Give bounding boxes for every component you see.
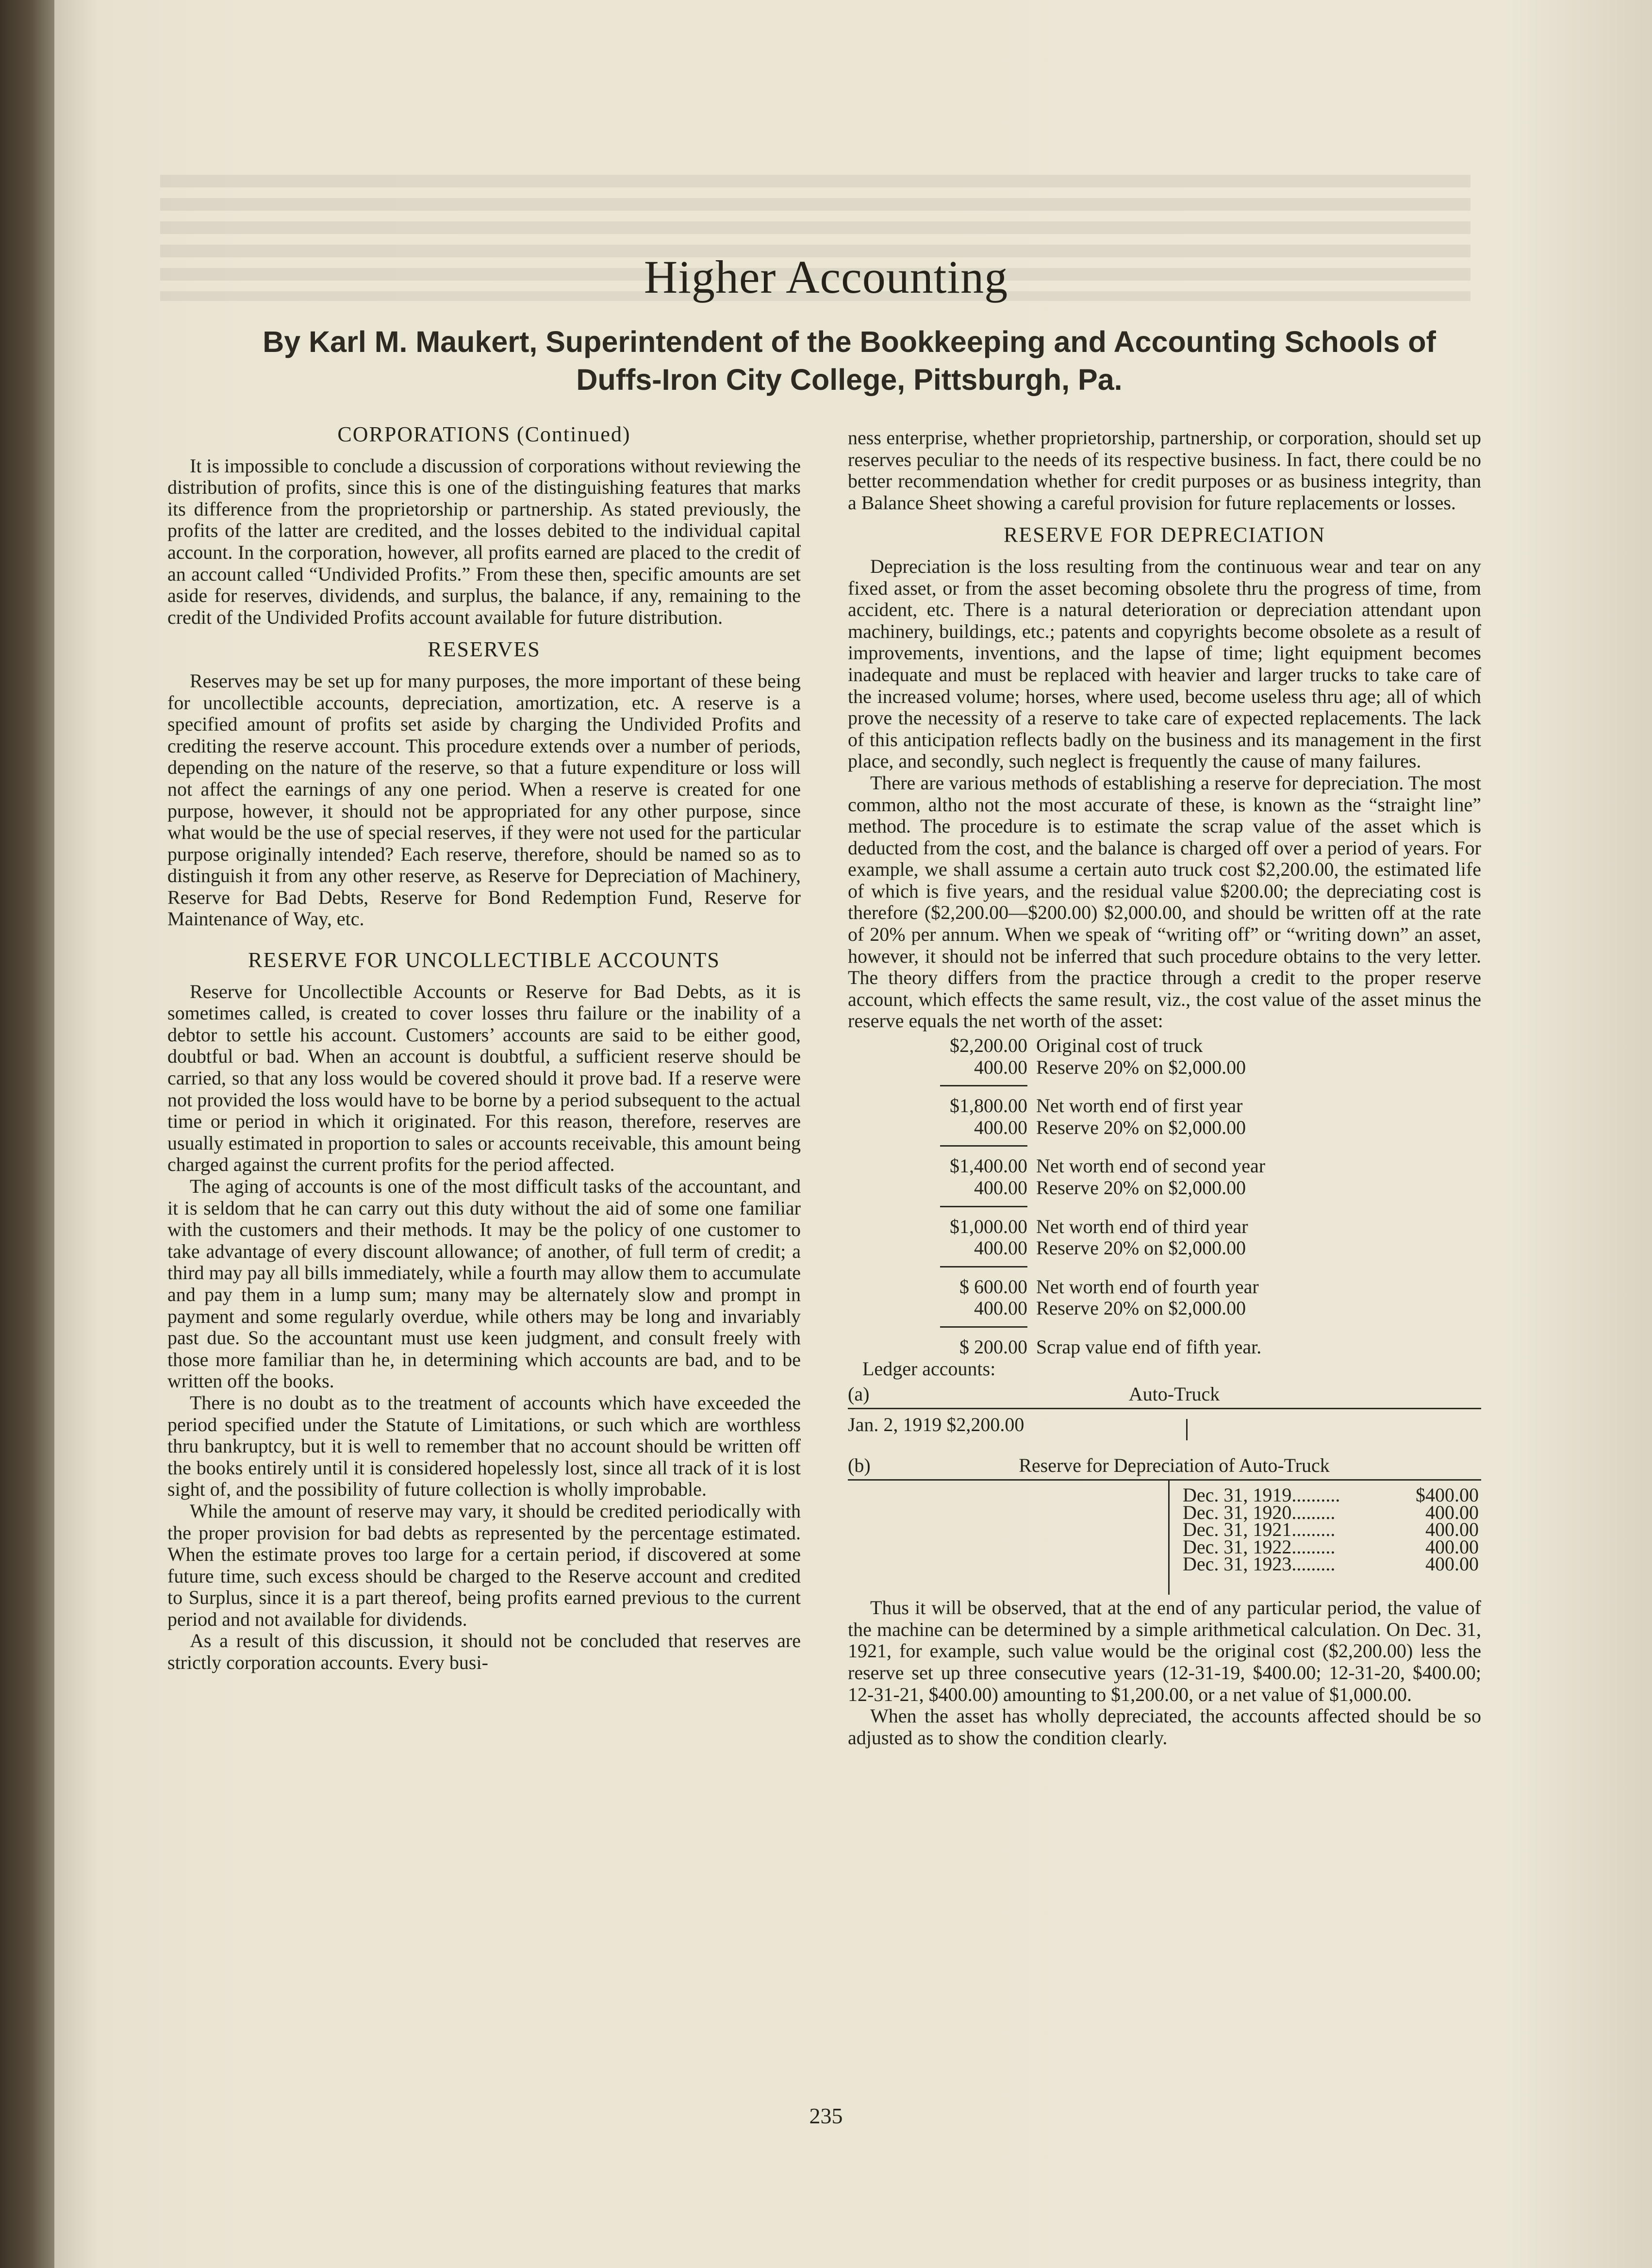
paragraph: It is impossible to conclude a discussion of corporations without reviewing the distribution of profits, since this is one of the distinguishing features that marks its difference from the proprietorship or partnership. As stated previously, the profits of the latter are credited, and the losses debited to the individual capital account. In the corporation, however, all profits earned are placed to the credit of an account called “Undivided Profits.” From these then, specific amounts are set aside for reserves, dividends, and surplus, the balance, if any, remaining to the credit of the Undivided Profits account available for future distribution. [167,454,801,628]
amount: 400.00 [974,1297,1027,1319]
entry-amount: 400.00 [1425,1518,1479,1541]
amount: $1,400.00 [950,1155,1027,1177]
amount: 400.00 [974,1056,1027,1078]
t-account-auto-truck [848,1408,1481,1451]
description: Net worth end of third year [1036,1215,1248,1237]
amount: $2,200.00 [950,1034,1027,1057]
ledger-a-header [848,1380,1481,1405]
credit-entry [1183,1484,1479,1506]
description: Scrap value end of fifth year. [1036,1335,1262,1358]
ledger-accounts [848,1358,1481,1598]
ledger-a-label: (a) [848,1383,870,1405]
entry-date: Dec. 31, 1923......... [1183,1553,1336,1575]
ledger-b-label: (b) [848,1454,871,1476]
entry-amount: $400.00 [1416,1484,1479,1506]
credit-entry [1183,1553,1479,1575]
description: Reserve 20% on $2,000.00 [1036,1177,1246,1199]
amount: $1,800.00 [950,1095,1027,1117]
left-column [167,424,801,1674]
entry-date: Dec. 31, 1920......... [1183,1501,1336,1523]
heading-reserves: RESERVES [428,637,541,662]
description: Reserve 20% on $2,000.00 [1036,1116,1246,1138]
description: Net worth end of first year [1036,1095,1243,1117]
credit-entry [1183,1501,1479,1523]
entry-date: Dec. 31, 1921......... [1183,1518,1336,1541]
amount: 400.00 [974,1237,1027,1259]
entry-date: Dec. 31, 1922......... [1183,1535,1336,1558]
paragraph: Reserves may be set up for many purposes, the more important of these being for uncollectible accounts, depreciation, amortization, etc. A reserve is a specified amount of profits set aside by charging the Undivided Profits and crediting the reserve account. This procedure extends over a number of periods, depending on the nature of the reserve, so that a future expenditure or loss will not affect the earnings of any one period. When a reserve is created for one purpose, however, it should not be appropriated for any other purpose, since what would be the use of special reserves, if they were not used for the particular purpose originally intended? Each reserve, therefore, should be named so as to distinguish it from any other reserve, as Reserve for Depreciation of Machinery, Reserve for Bad Debts, Reserve for Bond Redemption Fund, Reserve for Maintenance of Way, etc. [167,669,801,930]
credit-entry [1183,1535,1479,1558]
depreciation-schedule [925,1035,1411,1358]
ledger-b-header [848,1451,1481,1476]
entry-amount: 400.00 [1425,1501,1479,1523]
heading-corporations: CORPORATIONS (Continued) [337,422,631,446]
amount: 400.00 [974,1177,1027,1199]
ledger-label: Ledger accounts: [862,1357,996,1380]
amount: $ 200.00 [959,1335,1027,1358]
paragraph: As a result of this discussion, it should not be concluded that reserves are strictly corporation accounts. Every busi- [167,1630,801,1674]
paragraph: Thus it will be observed, that at the end of any particular period, the value of the machine can be determined by a simple arithmetical calculation. On Dec. 31, 1921, for example, such value would be the original cost ($2,200.00) less the reserve set up three consecutive years (12-31-19, $400.00; 12-31-20, $400.00; 12-31-21, $400.00) amounting to $1,200.00, or a net value of $1,000.00. [848,1597,1481,1705]
amount: 400.00 [974,1116,1027,1138]
ledger-b-title: Reserve for Depreciation of Auto-Truck [1019,1454,1330,1476]
entry-amount: 400.00 [1425,1535,1479,1558]
sum-rule [940,1266,1027,1267]
description: Reserve 20% on $2,000.00 [1036,1056,1246,1078]
t-account-divider [1186,1419,1188,1440]
page-number: 235 [809,2103,843,2128]
credit-entries [1183,1484,1479,1575]
description: Net worth end of fourth year [1036,1275,1259,1298]
paragraph: While the amount of reserve may vary, it should be credited periodically with the proper provision for bad debts as represented by the percentage estimated. When the estimate proves too large for a certain period, if discovered at some future time, such excess should be charged to the Reserve account and credited to Surplus, since it is a part thereof, being profits earned previous to the current period and not available for dividends. [167,1500,801,1630]
sum-rule [940,1145,1027,1147]
description: Reserve 20% on $2,000.00 [1036,1237,1246,1259]
right-column [848,427,1481,1749]
t-account-divider [1168,1481,1170,1595]
entry-amount: 400.00 [1425,1553,1479,1575]
ledger-a-title: Auto-Truck [1128,1383,1220,1405]
entry-date: Dec. 31, 1919.......... [1183,1484,1340,1506]
sum-rule [940,1326,1027,1328]
amount: $1,000.00 [950,1215,1027,1237]
description: Reserve 20% on $2,000.00 [1036,1297,1246,1319]
heading-uncollectible-accounts: RESERVE FOR UNCOLLECTIBLE ACCOUNTS [248,948,720,972]
paragraph: ness enterprise, whether proprietorship, partnership, or corporation, should set up reserves peculiar to the needs of its respective business. In fact, there could be no better recommendation whether for credit purposes or as business integrity, than a Balance Sheet showing a careful provision for future replacements or losses. [848,427,1481,514]
credit-entry [1183,1518,1479,1541]
article-title: Higher Accounting [644,251,1008,303]
heading-depreciation: RESERVE FOR DEPRECIATION [1004,523,1325,547]
paragraph: When the asset has wholly depreciated, the accounts affected should be so adjusted as to show the condition clearly. [848,1705,1481,1749]
description: Net worth end of second year [1036,1155,1266,1177]
paragraph: There are various methods of establishing a reserve for depreciation. The most common, altho not the most accurate of these, is known as the “straight line” method. The procedure is to estimate the scrap value of the asset which is deducted from the cost, and the balance is charged off over a period of years. For example, we shall assume a certain auto truck cost $2,200.00, the estimated life of which is five years, and the residual value $200.00; the depreciating cost is therefore ($2,200.00—$200.00) $2,000.00, and should be written off at the rate of 20% per annum. When we speak of “writing off” or “writing down” an asset, however, it should not be inferred that such procedure obtains to the very letter. The theory differs from the practice through a credit to the proper reserve account, which effects the same result, viz., the cost value of the asset minus the reserve equals the net worth of the asset: [848,771,1481,1032]
byline-line-1: By Karl M. Maukert, Superintendent of the Bookkeeping and Accounting Schools of [263,325,1436,358]
sum-rule [940,1085,1027,1086]
paragraph: The aging of accounts is one of the most difficult tasks of the accountant, and it is seldom that he can carry out this duty without the aid of some one familiar with the customers and their methods. It may be the policy of one customer to take advantage of every discount allowance; of another, of full term of credit; a third may pay all bills immediately, while a fourth may allow them to accumulate and pay them in a lump sum; many may be alternately slow and prompt in payment and some regularly overdue, while others may be long and invariably past due. So the accountant must use keen judgment, and consult freely with those more familiar than he, in determining which accounts are bad, and to be written off the books. [167,1175,801,1392]
sum-rule [940,1206,1027,1207]
description: Original cost of truck [1036,1034,1203,1057]
amount: $ 600.00 [959,1275,1027,1298]
paragraph: There is no doubt as to the treatment of accounts which have exceeded the period specified under the Statute of Limitations, or such which are worthless thru bankruptcy, but it is well to remember that no account should be written off the books entirely until it is considered hopelessly lost, since all track of it is lost sight of, and the possibility of future collection is wholly improbable. [167,1391,801,1501]
paragraph: Reserve for Uncollectible Accounts or Reserve for Bad Debts, as it is sometimes called, is created to cover losses thru failure or the inability of a debtor to settle his account. Customers’ accounts are said to be either good, doubtful or bad. When an account is doubtful, a sufficient reserve should be carried, so that any loss would be covered should it prove bad. If a reserve were not provided the loss would have to be borne by a period subsequent to the actual time or period in which it originated. For this reason, therefore, reserves are usually estimated in proportion to sales or accounts receivable, this amount being charged against the current profits for the period affected. [167,980,801,1176]
debit-entry: Jan. 2, 1919 $2,200.00 [848,1414,1024,1436]
byline-line-2: Duffs-Iron City College, Pittsburgh, Pa. [576,363,1123,396]
book-spine-shadow [0,0,54,2268]
paragraph: Depreciation is the loss resulting from the continuous wear and tear on any fixed asset, or from the asset becoming obsolete thru the progress of time, from accident, etc. There is a natural deterioration or depreciation attendant upon machinery, buildings, etc.; patents and copyrights become obsolete as a result of improvements, inventions, and the lapse of time; light equipment becomes inadequate and must be replaced with heavier and larger trucks to take care of the increased volume; horses, where used, become useless thru age; all of which prove the necessity of a reserve to take care of expected replacements. The lack of this anticipation reflects badly on the business and its management in the first place, and secondly, such neglect is frequently the cause of many failures. [848,555,1481,772]
t-account-reserve-depreciation [848,1479,1481,1597]
